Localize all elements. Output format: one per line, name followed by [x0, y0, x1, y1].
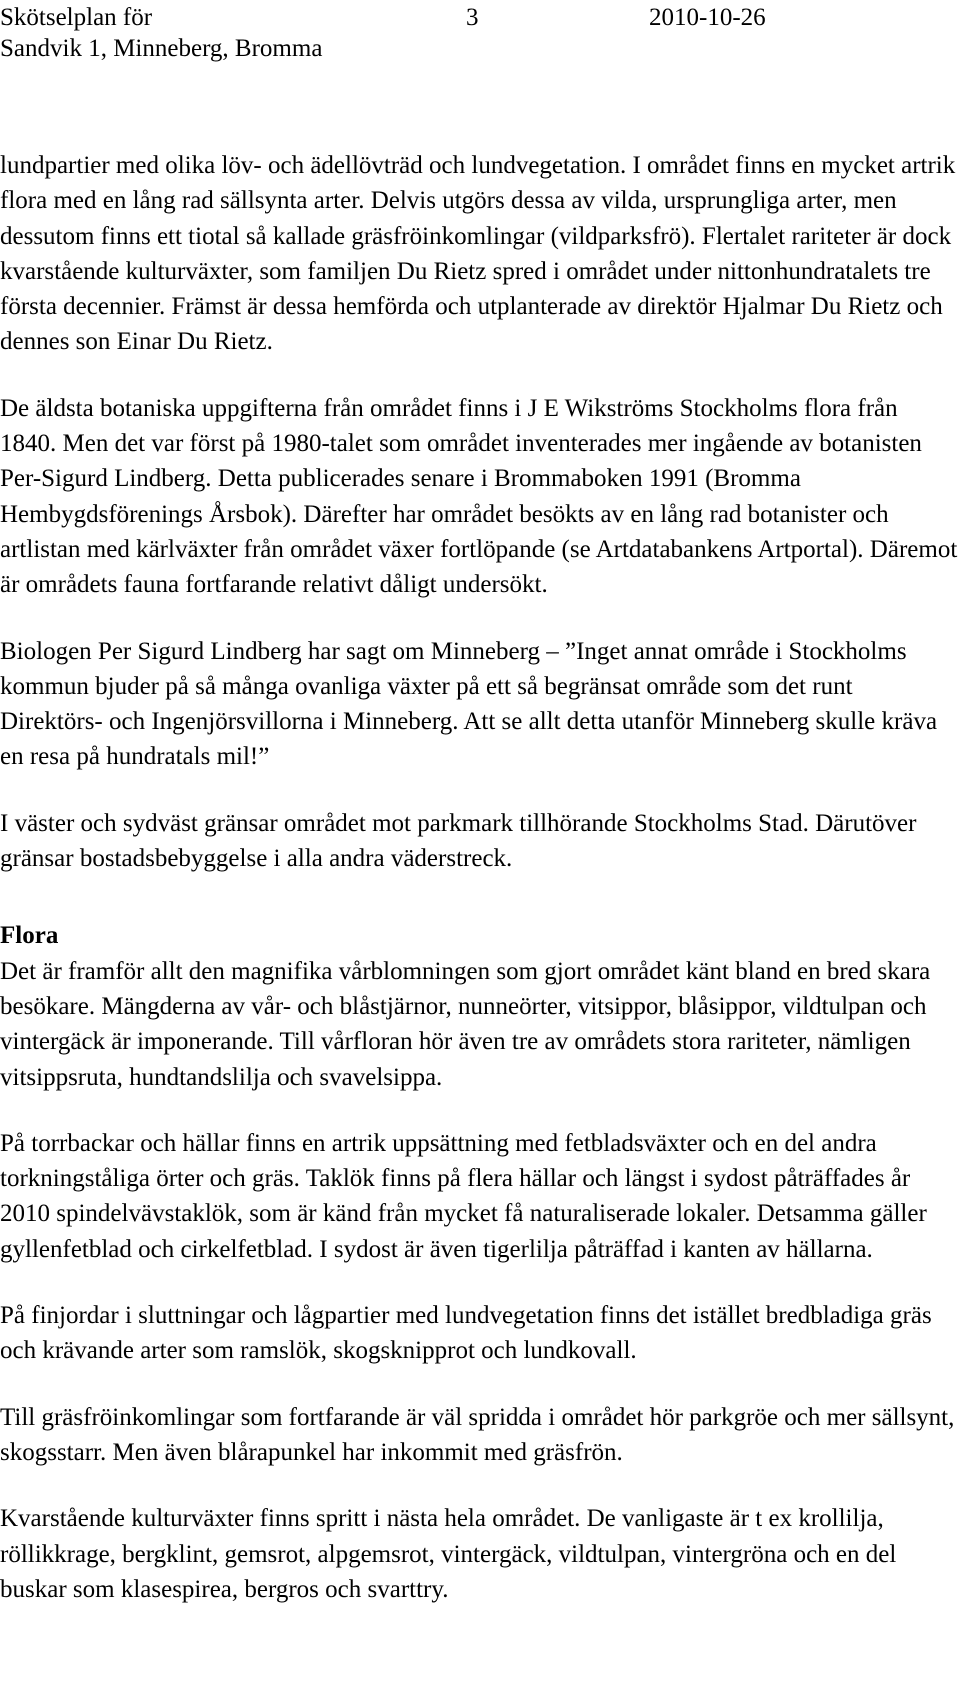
header-date: 2010-10-26 — [649, 4, 766, 31]
page-header — [0, 2, 960, 66]
document-body — [0, 148, 958, 1638]
header-title-line-1: Skötselplan för — [0, 4, 153, 31]
paragraph-gransar: I väster och sydväst gränsar området mot parkmark tillhörande Stockholms Stad. Därutöver gränsar bostadsbebyggelse i alla andra väderstreck. — [0, 809, 917, 873]
paragraph-finjordar: På finjordar i sluttningar och lågpartier med lundvegetation finns det istället bredbladiga gräs och krävande arter som ramslök, skogsknipprot och lundkovall. — [0, 1302, 932, 1365]
header-title-line-2: Sandvik 1, Minneberg, Bromma — [0, 35, 323, 62]
paragraph-varblomning: Det är framför allt den magnifika vårblomningen som gjort området känt bland en bred skara besökare. Mängderna av vår- och blåstjärnor, nunneörter, vitsippor, blåsippor, vildtulpan och vintergäck är imponerande. Till vårfloran hör även tre av områdets stora rariteter, nämligen vitsippsruta, hundtandslilja och svavelsippa. — [0, 957, 931, 1091]
section-heading-flora: Flora — [0, 922, 59, 950]
paragraph-grasfroinkomlingar: Till gräsfröinkomlingar som fortfarande är väl spridda i området hör parkgröe och mer sällsynt, skogsstarr. Men även blårapunkel har inkommit med gräsfrön. — [0, 1403, 955, 1466]
header-title — [0, 2, 322, 64]
paragraph-lundpartier: lundpartier med olika löv- och ädellövträd och lundvegetation. I området finns en mycket artrik flora med en lång rad sällsynta arter. Delvis utgörs dessa av vilda, ursprungliga arter, men dessutom finns ett tiotal så kallade gräsfröinkomlingar (vildparksfrö). Flertalet rariteter är dock kvarstående kulturväxter, som familjen Du Rietz spred i området under nittonhundratalets tre första decennier. Främst är dessa hemförda och utplanterade av direktör Hjalmar Du Rietz och dennes son Einar Du Rietz. — [0, 152, 956, 356]
paragraph-kulturvaxter: Kvarstående kulturväxter finns spritt i nästa hela området. De vanligaste är t ex krollilja, röllikkrage, bergklint, gemsrot, alpgemsrot, vintergäck, vildtulpan, vintergröna och en del buskar som klasespirea, bergros och svarttry. — [0, 1505, 897, 1603]
paragraph-botaniska-uppgifter: De äldsta botaniska uppgifterna från området finns i J E Wikströms Stockholms flora från 1840. Men det var först på 1980-talet som området inventerades mer ingående av botanisten Per-Sigurd Lindberg. Detta publicerades senare i Brommaboken 1991 (Bromma Hembygdsförenings Årsbok). Därefter har området besökts av en lång rad botanister och artlistan med kärlväxter från området växer fortlöpande (se Artdatabankens Artportal). Däremot är områdets fauna fortfarande relativt dåligt undersökt. — [0, 394, 958, 599]
paragraph-torrbackar: På torrbackar och hällar finns en artrik uppsättning med fetbladsväxter och en del andra torkningståliga örter och gräs. Taklök finns på flera hällar och längst i sydost påträffades år 2010 spindelvävstaklök, som är känd från mycket få naturaliserade lokaler. Detsamma gäller gyllenfetblad och cirkelfetblad. I sydost är även tigerlilja påträffad i kanten av hällarna. — [0, 1129, 927, 1263]
paragraph-lindberg-quote: Biologen Per Sigurd Lindberg har sagt om Minneberg – ”Inget annat område i Stockholms kommun bjuder på så många ovanliga växter på ett så begränsat område som det runt Direktörs- och Ingenjörsvillorna i Minneberg. Att se allt detta utanför Minneberg skulle kräva en resa på hundratals mil!” — [0, 637, 938, 771]
page-number: 3 — [466, 4, 479, 31]
